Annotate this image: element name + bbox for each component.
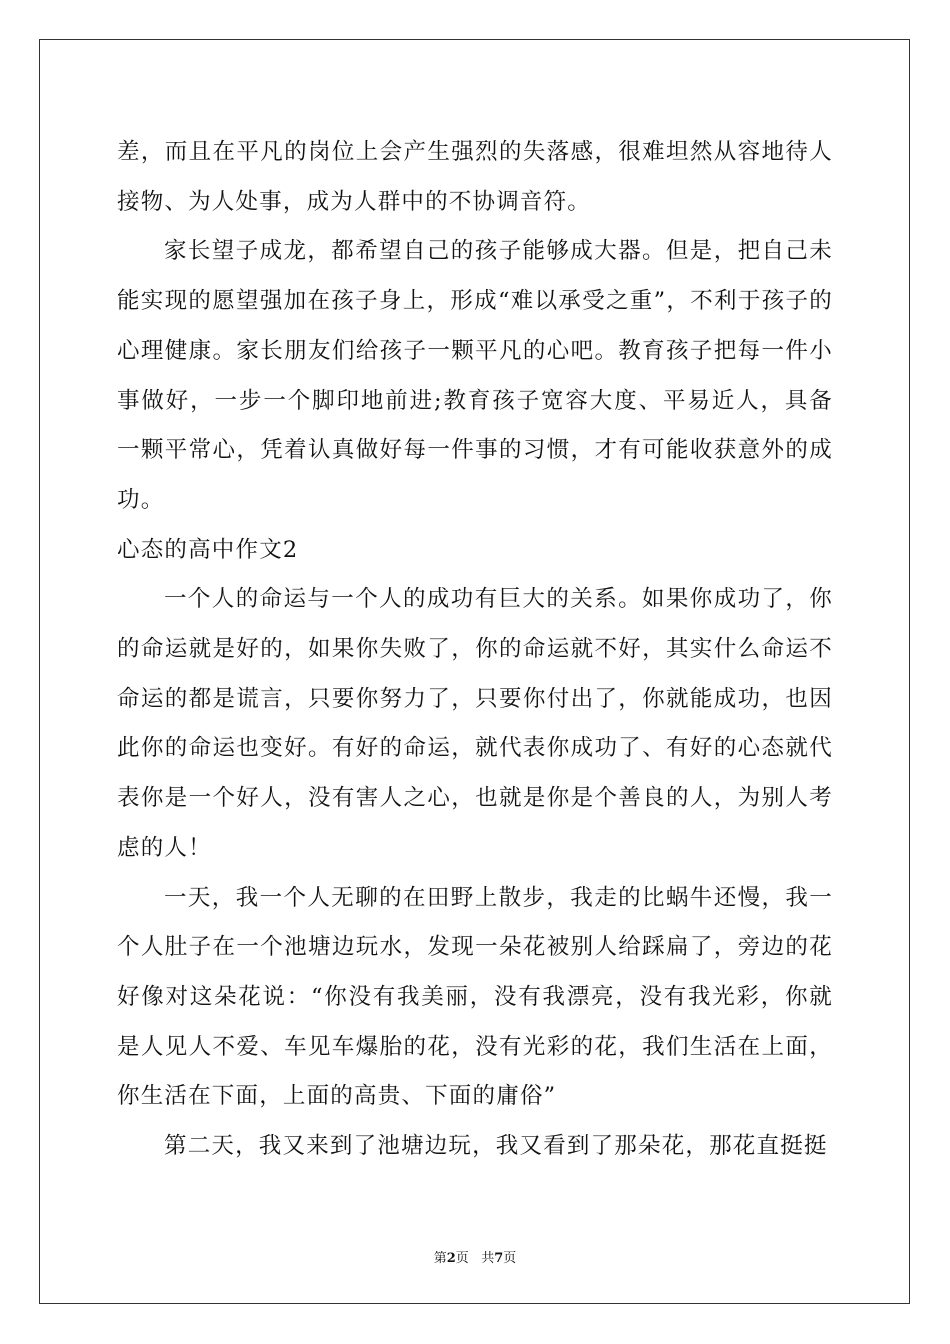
footer-page-word: 页 bbox=[455, 1251, 469, 1266]
footer-total-pages: 7 bbox=[494, 1251, 504, 1266]
footer-prefix: 第 bbox=[433, 1251, 447, 1266]
paragraph: 家长望子成龙，都希望自己的孩子能够成大器。但是，把自己未能实现的愿望强加在孩子身上，形成“难以承受之重”，不利于孩子的心理健康。家长朋友们给孩子一颗平凡的心吧。教育孩子把每一件小事做好，一步一个脚印地前进;教育孩子宽容大度、平易近人，具备一颗平常心，凭着认真做好每一件事的习惯，才有可能收获意外的成功。 bbox=[117, 238, 833, 513]
page-footer bbox=[0, 1247, 950, 1266]
section-heading: 心态的高中作文2 bbox=[117, 536, 299, 563]
footer-total-word: 页 bbox=[503, 1251, 517, 1266]
paragraph: 一个人的命运与一个人的成功有巨大的关系。如果你成功了，你的命运就是好的，如果你失败了，你的命运就不好，其实什么命运不命运的都是谎言，只要你努力了，只要你付出了，你就能成功，也因此你的命运也变好。有好的命运，就代表你成功了、有好的心态就代表你是一个好人，没有害人之心，也就是你是个善良的人，为别人考虑的人！ bbox=[117, 586, 833, 861]
footer-page-number: 2 bbox=[446, 1251, 456, 1266]
footer-total-prefix: 共 bbox=[481, 1251, 495, 1266]
document-body bbox=[117, 128, 833, 1172]
paragraph: 一天，我一个人无聊的在田野上散步，我走的比蜗牛还慢，我一个人肚子在一个池塘边玩水，发现一朵花被别人给踩扁了，旁边的花好像对这朵花说：“你没有我美丽，没有我漂亮，没有我光彩，你就是人见人不爱、车见车爆胎的花，没有光彩的花，我们生活在上面，你生活在下面，上面的高贵、下面的庸俗” bbox=[117, 884, 833, 1110]
paragraph-continuation: 差，而且在平凡的岗位上会产生强烈的失落感，很难坦然从容地待人接物、为人处事，成为人群中的不协调音符。 bbox=[117, 139, 833, 215]
paragraph: 第二天，我又来到了池塘边玩，我又看到了那朵花，那花直挺挺 bbox=[164, 1133, 828, 1160]
